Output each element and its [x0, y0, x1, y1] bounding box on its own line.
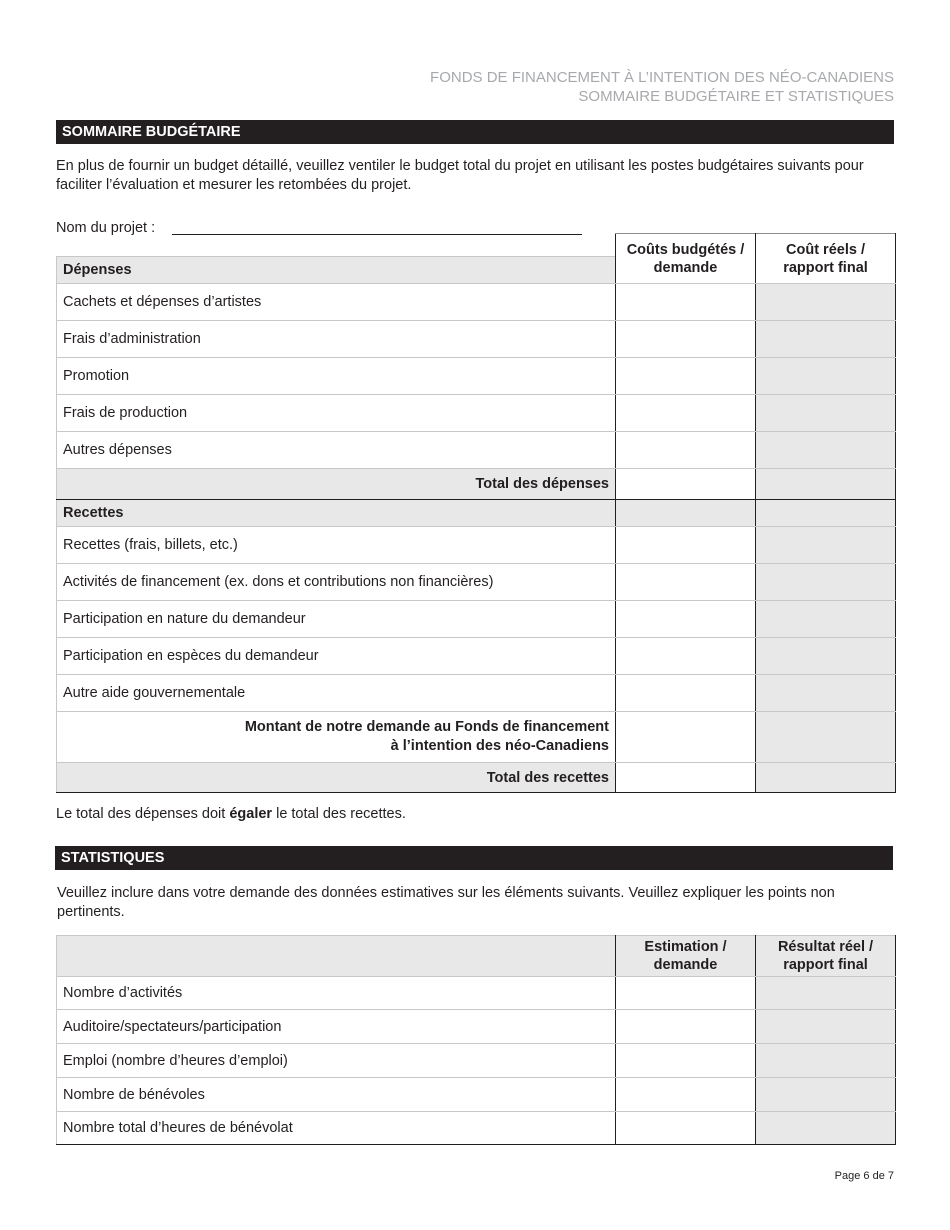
stat-label: Emploi (nombre d’heures d’emploi) — [57, 1044, 616, 1078]
header-line-2: SOMMAIRE BUDGÉTAIRE ET STATISTIQUES — [578, 88, 894, 105]
table-row — [57, 977, 896, 1010]
revenue-label: Autre aide gouvernementale — [57, 675, 616, 712]
actual-cell[interactable] — [756, 763, 896, 793]
estimate-cell[interactable] — [616, 1010, 756, 1044]
budget-cell[interactable] — [616, 284, 756, 321]
budget-section-title: SOMMAIRE BUDGÉTAIRE — [56, 120, 894, 144]
budget-cell[interactable] — [616, 763, 756, 793]
budget-cell[interactable] — [616, 395, 756, 432]
totals-note-emphasis: égaler — [229, 806, 273, 822]
document-header — [430, 68, 894, 106]
header-line-1: FONDS DE FINANCEMENT À L’INTENTION DES NÉO-CANADIENS — [430, 69, 894, 86]
expenses-header: Dépenses — [57, 257, 616, 284]
col-header-estimate-line1: Estimation / — [644, 939, 727, 955]
table-row — [57, 675, 896, 712]
revenue-label: Participation en nature du demandeur — [57, 601, 616, 638]
estimate-cell[interactable] — [616, 977, 756, 1010]
project-name-label: Nom du projet : — [56, 220, 156, 236]
budget-cell[interactable] — [616, 638, 756, 675]
col-header-result-line1: Résultat réel / — [777, 939, 874, 955]
budget-cell[interactable] — [616, 358, 756, 395]
actual-cell[interactable] — [756, 527, 896, 564]
col-header-actual — [756, 234, 896, 284]
result-cell[interactable] — [756, 1044, 896, 1078]
actual-cell[interactable] — [756, 601, 896, 638]
table-row — [57, 1044, 896, 1078]
table-row — [57, 1010, 896, 1044]
table-row — [57, 284, 896, 321]
revenue-total-label: Total des recettes — [57, 763, 616, 793]
actual-cell[interactable] — [756, 284, 896, 321]
expense-label: Frais de production — [57, 395, 616, 432]
stats-section-title: STATISTIQUES — [55, 846, 893, 870]
revenue-label: Activités de financement (ex. dons et contributions non financières) — [57, 564, 616, 601]
table-row — [57, 564, 896, 601]
budget-cell[interactable] — [616, 675, 756, 712]
budget-cell[interactable] — [616, 564, 756, 601]
expense-label: Promotion — [57, 358, 616, 395]
budget-cell[interactable] — [616, 432, 756, 469]
revenue-label: Participation en espèces du demandeur — [57, 638, 616, 675]
stats-intro: Veuillez inclure dans votre demande des données estimatives sur les éléments suivants. Veuillez expliquer les points non pertinents. — [57, 885, 835, 920]
col-header-budgeted — [616, 234, 756, 284]
totals-note — [56, 805, 894, 824]
col-header-estimate — [616, 936, 756, 977]
estimate-cell[interactable] — [616, 1112, 756, 1145]
revenue-label: Recettes (frais, billets, etc.) — [57, 527, 616, 564]
result-cell[interactable] — [756, 977, 896, 1010]
actual-cell[interactable] — [756, 564, 896, 601]
request-amount-row — [57, 712, 896, 763]
actual-cell[interactable] — [756, 432, 896, 469]
table-row — [57, 432, 896, 469]
expenses-total-label: Total des dépenses — [57, 469, 616, 500]
budget-cell[interactable] — [616, 321, 756, 358]
table-row — [57, 527, 896, 564]
expense-label: Cachets et dépenses d’artistes — [57, 284, 616, 321]
col-header-estimate-line2: demande — [653, 957, 718, 973]
actual-cell[interactable] — [756, 712, 896, 763]
request-amount-line1: Montant de notre demande au Fonds de financement — [244, 719, 609, 735]
budget-cell[interactable] — [616, 527, 756, 564]
col-header-result — [756, 936, 896, 977]
expense-label: Autres dépenses — [57, 432, 616, 469]
expense-label: Frais d’administration — [57, 321, 616, 358]
table-row — [57, 1078, 896, 1112]
table-row — [57, 321, 896, 358]
request-amount-label — [57, 712, 616, 763]
table-row — [57, 638, 896, 675]
estimate-cell[interactable] — [616, 1044, 756, 1078]
revenue-header-row — [57, 500, 896, 527]
actual-cell[interactable] — [756, 638, 896, 675]
page-number: Page 6 de 7 — [834, 1170, 894, 1182]
col-header-result-line2: rapport final — [783, 957, 868, 973]
stat-label: Nombre d’activités — [57, 977, 616, 1010]
stat-label: Nombre de bénévoles — [57, 1078, 616, 1112]
col-header-budgeted-line2: demande — [653, 259, 718, 276]
stat-label: Auditoire/spectateurs/participation — [57, 1010, 616, 1044]
budget-cell[interactable] — [616, 469, 756, 500]
budget-intro: En plus de fournir un budget détaillé, veuillez ventiler le budget total du projet en utilisant les postes budgétaires suivants pour faciliter l’évaluation et mesurer les retombées du projet. — [56, 158, 864, 193]
table-row — [57, 358, 896, 395]
budget-cell[interactable] — [616, 601, 756, 638]
col-header-actual-line2: rapport final — [783, 259, 868, 276]
revenue-total-row — [57, 763, 896, 793]
actual-cell[interactable] — [756, 321, 896, 358]
estimate-cell[interactable] — [616, 1078, 756, 1112]
result-cell[interactable] — [756, 1112, 896, 1145]
totals-note-start: Le total des dépenses doit — [56, 806, 230, 822]
actual-cell[interactable] — [756, 675, 896, 712]
col-header-budgeted-line1: Coûts budgétés / — [626, 241, 745, 258]
revenue-header: Recettes — [57, 500, 616, 527]
result-cell[interactable] — [756, 1010, 896, 1044]
budget-table — [56, 233, 896, 793]
expenses-total-row — [57, 469, 896, 500]
stats-table — [56, 935, 896, 1145]
result-cell[interactable] — [756, 1078, 896, 1112]
table-row — [57, 601, 896, 638]
col-header-actual-line1: Coût réels / — [786, 241, 865, 258]
actual-cell[interactable] — [756, 395, 896, 432]
budget-cell[interactable] — [616, 712, 756, 763]
totals-note-end: le total des recettes. — [272, 806, 406, 822]
request-amount-line2: à l’intention des néo-Canadiens — [390, 738, 609, 754]
table-row — [57, 1112, 896, 1145]
actual-cell[interactable] — [756, 358, 896, 395]
actual-cell[interactable] — [756, 469, 896, 500]
stat-label: Nombre total d’heures de bénévolat — [57, 1112, 616, 1145]
table-row — [57, 395, 896, 432]
